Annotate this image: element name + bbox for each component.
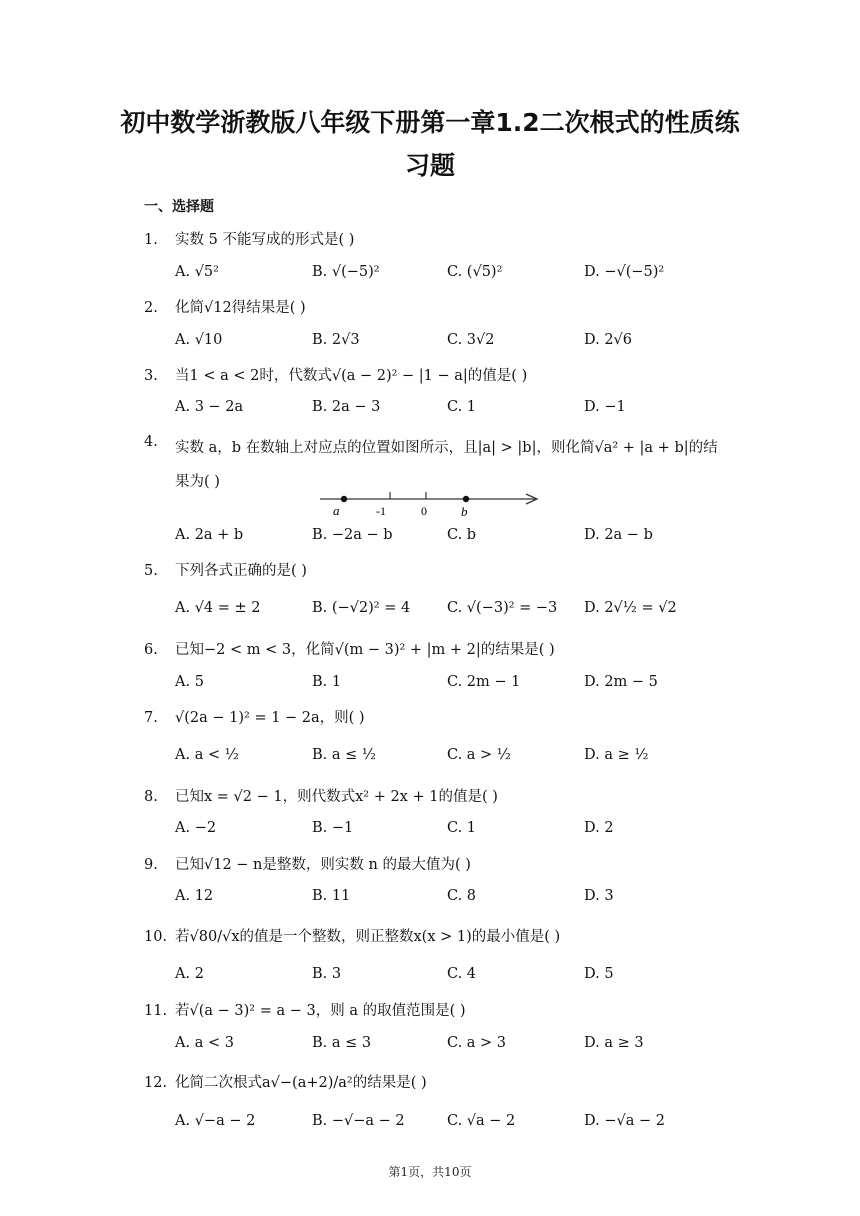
- options-8: [175, 820, 735, 844]
- question-stem: 当1 < a < 2时，代数式√(a − 2)² − |1 − a|的值是( ): [175, 368, 528, 384]
- option-a: A. 5: [175, 674, 204, 690]
- question-number: 7.: [144, 710, 158, 726]
- option-c: C. 1: [447, 820, 477, 836]
- options-2: [175, 332, 735, 356]
- section-heading: 一、选择题: [144, 199, 214, 215]
- question-stem: 若√(a − 3)² = a − 3，则 a 的取值范围是( ): [175, 1003, 466, 1019]
- question-stem: 已知−2 < m < 3，化简√(m − 3)² + |m + 2|的结果是( ): [175, 642, 555, 658]
- option-b: B. 11: [312, 888, 351, 904]
- option-c: C. 2m − 1: [447, 674, 521, 690]
- label-a: a: [333, 503, 340, 518]
- option-d: D. −1: [584, 399, 626, 415]
- option-b: B. √(−5)²: [312, 264, 380, 280]
- label-minus-one: -1: [376, 504, 386, 518]
- options-1: [175, 264, 735, 288]
- label-zero: 0: [421, 504, 427, 518]
- option-b: B. −2a − b: [312, 527, 393, 543]
- page-title-line2: 习题: [404, 151, 455, 180]
- option-c: C. (√5)²: [447, 264, 503, 280]
- question-stem: 实数 5 不能写成的形式是( ): [175, 232, 355, 248]
- option-b: B. a ≤ ½: [312, 747, 376, 763]
- question-number: 1.: [144, 232, 158, 248]
- option-a: A. √−a − 2: [175, 1113, 256, 1129]
- option-c: C. 1: [447, 399, 477, 415]
- option-b: B. a ≤ 3: [312, 1035, 372, 1051]
- option-a: A. √5²: [175, 264, 219, 280]
- option-d: D. 5: [584, 966, 614, 982]
- page-footer: 第1页，共10页: [388, 1165, 472, 1179]
- option-c: C. a > 3: [447, 1035, 507, 1051]
- option-d: D. 2√½ = √2: [584, 600, 677, 616]
- option-d: D. 2m − 5: [584, 674, 658, 690]
- option-a: A. 3 − 2a: [175, 399, 244, 415]
- option-a: A. −2: [175, 820, 217, 836]
- option-d: D. 2a − b: [584, 527, 653, 543]
- option-b: B. (−√2)² = 4: [312, 600, 411, 616]
- option-b: B. 3: [312, 966, 342, 982]
- question-number: 3.: [144, 368, 158, 384]
- option-a: A. 2: [175, 966, 204, 982]
- question-number: 4.: [144, 434, 158, 450]
- option-c: C. 4: [447, 966, 477, 982]
- question-number: 8.: [144, 789, 158, 805]
- label-b: b: [461, 504, 468, 518]
- question-number: 9.: [144, 857, 158, 873]
- question-stem: 若√80/√x的值是一个整数，则正整数x(x > 1)的最小值是( ): [175, 929, 561, 945]
- option-c: C. 8: [447, 888, 477, 904]
- options-10: [175, 966, 735, 990]
- question-number: 12.: [144, 1075, 168, 1091]
- option-a: A. a < ½: [175, 747, 239, 763]
- question-number: 11.: [144, 1003, 168, 1019]
- question-stem: 实数 a，b 在数轴上对应点的位置如图所示，且|a| > |b|，则化简√a² + |a + b|的结果为( ): [175, 440, 718, 490]
- option-b: B. 2√3: [312, 332, 360, 348]
- number-line-figure: [318, 490, 542, 518]
- options-6: [175, 674, 735, 698]
- question-number: 6.: [144, 642, 158, 658]
- question-number: 5.: [144, 563, 158, 579]
- options-11: [175, 1035, 735, 1059]
- page-title-line1: 初中数学浙教版八年级下册第一章1.2二次根式的性质练: [120, 108, 740, 137]
- option-b: B. 1: [312, 674, 342, 690]
- option-d: D. 2√6: [584, 332, 633, 348]
- question-stem: 已知√12 − n是整数，则实数 n 的最大值为( ): [175, 857, 471, 873]
- option-a: A. 2a + b: [175, 527, 244, 543]
- options-12: [175, 1113, 735, 1137]
- question-stem: 化简二次根式a√−(a+2)/a²的结果是( ): [175, 1075, 427, 1091]
- option-a: A. a < 3: [175, 1035, 234, 1051]
- question-stem: 已知x = √2 − 1，则代数式x² + 2x + 1的值是( ): [175, 789, 498, 805]
- options-4: [175, 527, 735, 551]
- options-5: [175, 600, 735, 624]
- option-a: A. √10: [175, 332, 223, 348]
- option-b: B. −1: [312, 820, 354, 836]
- options-7: [175, 747, 735, 771]
- option-b: B. 2a − 3: [312, 399, 381, 415]
- option-c: C. 3√2: [447, 332, 495, 348]
- options-9: [175, 888, 735, 912]
- option-d: D. −√(−5)²: [584, 264, 665, 280]
- question-number: 2.: [144, 300, 158, 316]
- option-d: D. a ≥ 3: [584, 1035, 644, 1051]
- option-a: A. 12: [175, 888, 214, 904]
- point-a: [341, 496, 347, 502]
- question-stem: 下列各式正确的是( ): [175, 563, 307, 579]
- option-d: D. 3: [584, 888, 614, 904]
- point-b: [463, 496, 469, 502]
- option-d: D. −√a − 2: [584, 1113, 665, 1129]
- option-d: D. 2: [584, 820, 614, 836]
- question-number: 10.: [144, 929, 168, 945]
- option-c: C. √a − 2: [447, 1113, 516, 1129]
- option-c: C. b: [447, 527, 477, 543]
- option-c: C. a > ½: [447, 747, 511, 763]
- option-b: B. −√−a − 2: [312, 1113, 405, 1129]
- question-stem: 化简√12得结果是( ): [175, 300, 306, 316]
- option-d: D. a ≥ ½: [584, 747, 649, 763]
- options-3: [175, 399, 735, 423]
- question-stem: √(2a − 1)² = 1 − 2a，则( ): [175, 710, 365, 726]
- option-c: C. √(−3)² = −3: [447, 600, 558, 616]
- option-a: A. √4 = ± 2: [175, 600, 261, 616]
